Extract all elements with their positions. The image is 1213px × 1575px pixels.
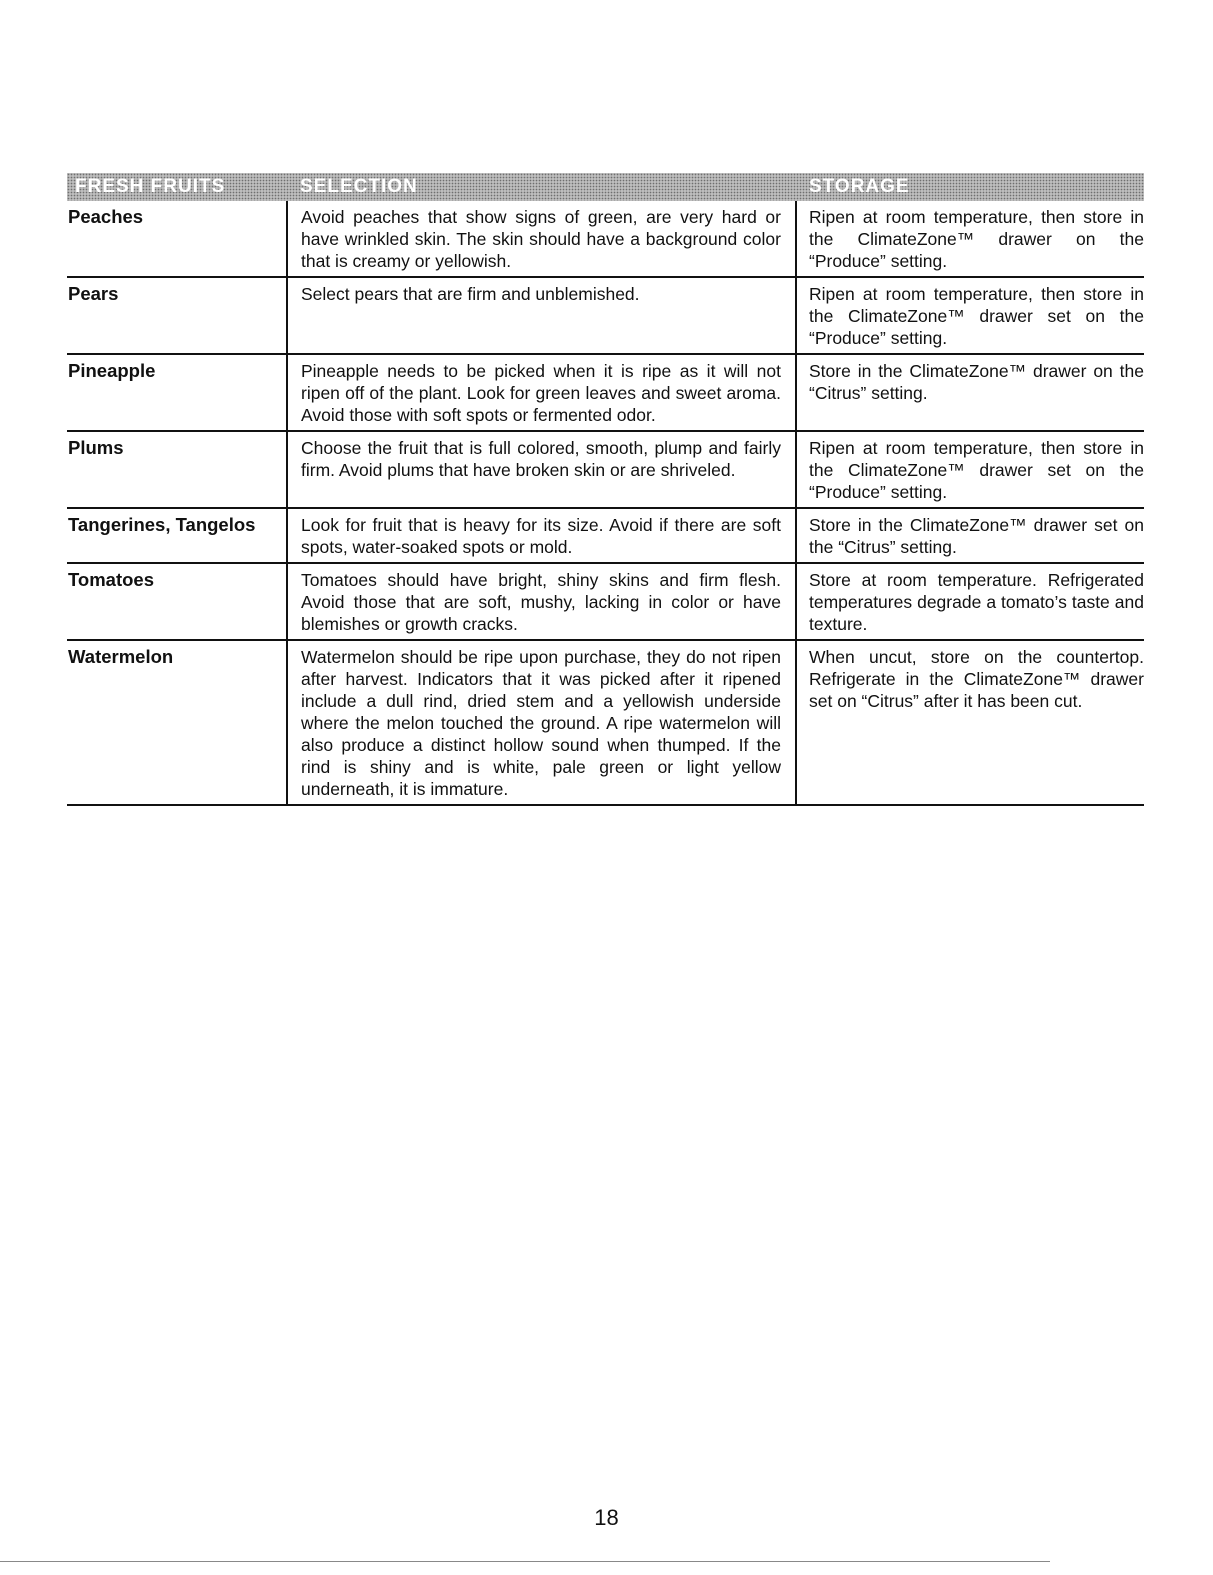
storage-text: Store in the ClimateZone™ drawer set on the “Citrus” setting. — [809, 515, 1144, 557]
selection-text: Choose the fruit that is full colored, smooth, plump and fairly firm. Avoid plums that have broken skin or are shriveled. — [288, 432, 797, 507]
storage-text: Store in the ClimateZone™ drawer on the “Citrus” setting. — [809, 361, 1144, 403]
bottom-divider — [0, 1561, 1050, 1562]
table-row — [67, 509, 1144, 564]
fruit-name: Plums — [67, 432, 288, 507]
fruit-name: Tomatoes — [67, 564, 288, 639]
fruit-name: Pears — [67, 278, 288, 353]
header-fresh-fruits: FRESH FRUITS — [75, 176, 226, 197]
table-row — [67, 355, 1144, 432]
table-row — [67, 641, 1144, 806]
fruit-storage-table — [67, 173, 1144, 806]
storage-text: Ripen at room temperature, then store in the ClimateZone™ drawer set on the “Produce” setting. — [809, 438, 1144, 502]
storage-text: Ripen at room temperature, then store in the ClimateZone™ drawer set on the “Produce” setting. — [809, 284, 1144, 348]
header-selection: SELECTION — [300, 176, 418, 197]
storage-text: Ripen at room temperature, then store in the ClimateZone™ drawer on the “Produce” setting. — [809, 207, 1144, 271]
table-row — [67, 432, 1144, 509]
selection-text: Look for fruit that is heavy for its size. Avoid if there are soft spots, water-soaked spots or mold. — [288, 509, 797, 562]
page-number: 18 — [594, 1505, 619, 1530]
selection-text: Avoid peaches that show signs of green, are very hard or have wrinkled skin. The skin should have a background color that is creamy or yellowish. — [288, 201, 797, 276]
fruit-name: Tangerines, Tangelos — [67, 509, 288, 562]
table-row — [67, 278, 1144, 355]
header-storage: STORAGE — [809, 176, 910, 197]
storage-text: When uncut, store on the countertop. Refrigerate in the ClimateZone™ drawer set on “Citrus” after it has been cut. — [809, 647, 1144, 711]
table-row — [67, 201, 1144, 278]
fruit-name: Peaches — [67, 201, 288, 276]
selection-text: Tomatoes should have bright, shiny skins and firm flesh. Avoid those that are soft, mushy, lacking in color or have blemishes or growth cracks. — [288, 564, 797, 639]
fruit-name: Pineapple — [67, 355, 288, 430]
storage-text: Store at room temperature. Refrigerated temperatures degrade a tomato’s taste and texture. — [809, 570, 1144, 634]
selection-text: Watermelon should be ripe upon purchase, they do not ripen after harvest. Indicators that it was picked after it ripened include a dull rind, dried stem and a yellowish underside where the melon touched the ground. A ripe watermelon will also produce a distinct hollow sound when thumped. If the rind is shiny and is white, pale green or light yellow underneath, it is immature. — [288, 641, 797, 804]
selection-text: Select pears that are firm and unblemished. — [288, 278, 797, 353]
table-header — [67, 173, 1144, 201]
fruit-name: Watermelon — [67, 641, 288, 804]
selection-text: Pineapple needs to be picked when it is ripe as it will not ripen off of the plant. Look for green leaves and sweet aroma. Avoid those with soft spots or fermented odor. — [288, 355, 797, 430]
table-row — [67, 564, 1144, 641]
